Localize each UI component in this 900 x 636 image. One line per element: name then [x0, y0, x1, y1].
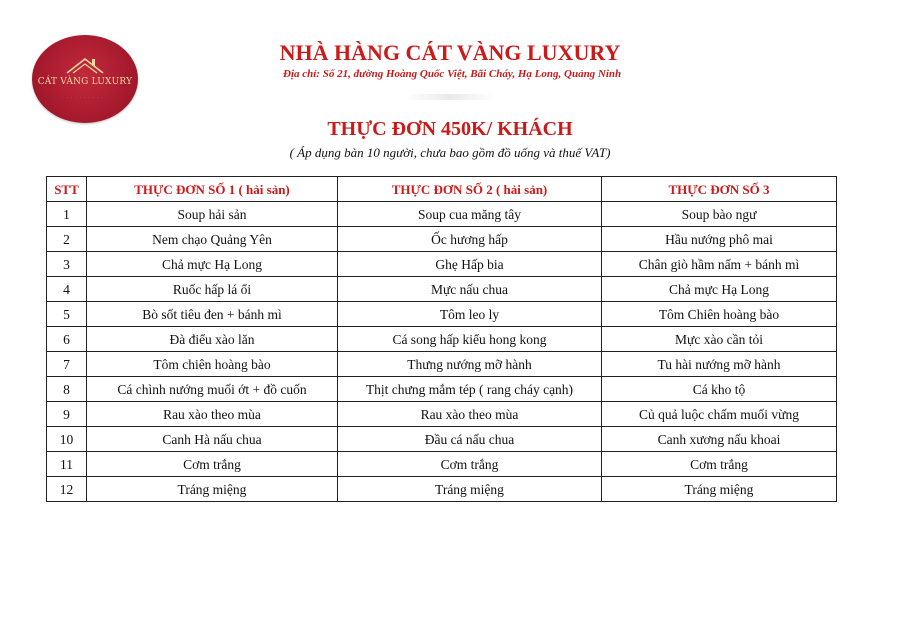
row-number: 10: [47, 427, 87, 452]
menu-1-dish: Đà điểu xào lăn: [87, 327, 338, 352]
menu-2-dish: Tráng miệng: [338, 477, 602, 502]
menu-2-dish: Rau xào theo mùa: [338, 402, 602, 427]
menu-1-dish: Cá chình nướng muối ớt + đồ cuốn: [87, 377, 338, 402]
menu-3-dish: Cá kho tộ: [602, 377, 837, 402]
row-number: 3: [47, 252, 87, 277]
column-header-menu-2: THỰC ĐƠN SỐ 2 ( hải sản): [338, 177, 602, 202]
restaurant-name: [0, 40, 900, 66]
menu-3-dish: Củ quả luộc chấm muối vừng: [602, 402, 837, 427]
table-row: [47, 352, 837, 377]
menu-3-dish: Cơm trắng: [602, 452, 837, 477]
menu-2-dish: Soup cua măng tây: [338, 202, 602, 227]
column-header-menu-3: THỰC ĐƠN SỐ 3: [602, 177, 837, 202]
table-row: [47, 427, 837, 452]
menu-3-dish: Soup bào ngư: [602, 202, 837, 227]
row-number: 2: [47, 227, 87, 252]
menu-1-dish: Canh Hà nấu chua: [87, 427, 338, 452]
row-number: 9: [47, 402, 87, 427]
table-row: [47, 302, 837, 327]
menu-note: ( Áp dụng bàn 10 người, chưa bao gồm đồ uống và thuế VAT): [289, 145, 611, 160]
menu-3-dish: Tráng miệng: [602, 477, 837, 502]
row-number: 5: [47, 302, 87, 327]
menu-1-dish: Chả mực Hạ Long: [87, 252, 338, 277]
menu-1-dish: Cơm trắng: [87, 452, 338, 477]
menu-2-dish: Cá song hấp kiểu hong kong: [338, 327, 602, 352]
menu-2-dish: Ghẹ Hấp bia: [338, 252, 602, 277]
table-row: [47, 277, 837, 302]
menu-1-dish: Nem chạo Quảng Yên: [87, 227, 338, 252]
row-number: 11: [47, 452, 87, 477]
menu-1-dish: Tráng miệng: [87, 477, 338, 502]
menu-2-dish: Cơm trắng: [338, 452, 602, 477]
menu-1-dish: Rau xào theo mùa: [87, 402, 338, 427]
menu-2-dish: Thịt chưng mắm tép ( rang cháy cạnh): [338, 377, 602, 402]
menu-2-dish: Tôm leo ly: [338, 302, 602, 327]
row-number: 7: [47, 352, 87, 377]
menu-2-dish: Ốc hương hấp: [338, 227, 602, 252]
table-row: [47, 477, 837, 502]
table-row: [47, 402, 837, 427]
row-number: 8: [47, 377, 87, 402]
menu-1-dish: Ruốc hấp lá ổi: [87, 277, 338, 302]
menu-3-dish: Canh xương nấu khoai: [602, 427, 837, 452]
logo-text: CÁT VÀNG LUXURY: [37, 76, 133, 87]
menu-header-row: [47, 177, 837, 202]
column-header-menu-1: THỰC ĐƠN SỐ 1 ( hải sản): [87, 177, 338, 202]
row-number: 6: [47, 327, 87, 352]
menu-2-dish: Thưng nướng mỡ hành: [338, 352, 602, 377]
table-row: [47, 377, 837, 402]
menu-2-dish: Mực nấu chua: [338, 277, 602, 302]
table-row: [47, 202, 837, 227]
menu-2-dish: Đầu cá nấu chua: [338, 427, 602, 452]
menu-3-dish: Tu hài nướng mỡ hành: [602, 352, 837, 377]
restaurant-name-text: NHÀ HÀNG CÁT VÀNG LUXURY: [279, 40, 621, 65]
menu-1-dish: Tôm chiên hoàng bào: [87, 352, 338, 377]
logo-subtext-decoration: · · · · · · · · ·: [66, 94, 104, 100]
decorative-smudge: [405, 94, 495, 100]
restaurant-address: Địa chỉ: Số 21, đường Hoàng Quốc Việt, Bãi Cháy, Hạ Long, Quảng Ninh: [283, 68, 622, 80]
menu-3-dish: Chân giò hầm nấm + bánh mì: [602, 252, 837, 277]
row-number: 1: [47, 202, 87, 227]
row-number: 4: [47, 277, 87, 302]
table-row: [47, 227, 837, 252]
table-row: [47, 327, 837, 352]
row-number: 12: [47, 477, 87, 502]
menu-3-dish: Hầu nướng phô mai: [602, 227, 837, 252]
menu-table: [46, 176, 837, 502]
menu-3-dish: Mực xào cần tỏi: [602, 327, 837, 352]
table-row: [47, 252, 837, 277]
menu-3-dish: Tôm Chiên hoàng bào: [602, 302, 837, 327]
menu-title: THỰC ĐƠN 450K/ KHÁCH: [327, 118, 573, 140]
table-row: [47, 452, 837, 477]
menu-3-dish: Chả mực Hạ Long: [602, 277, 837, 302]
menu-1-dish: Bò sốt tiêu đen + bánh mì: [87, 302, 338, 327]
column-header-stt: STT: [47, 177, 87, 202]
menu-1-dish: Soup hải sản: [87, 202, 338, 227]
